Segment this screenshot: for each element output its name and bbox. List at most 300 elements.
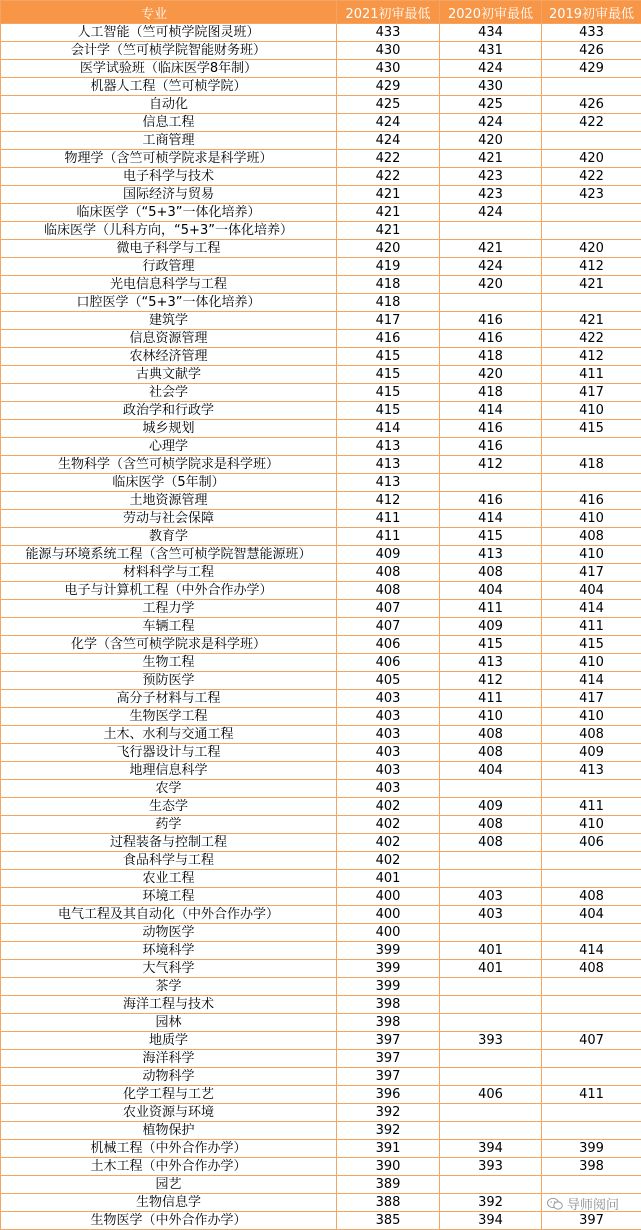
table-row	[1, 258, 641, 276]
cell-2020: 416	[440, 330, 542, 348]
cell-2020	[440, 1176, 542, 1194]
table-row	[1, 672, 641, 690]
cell-2020: 392	[440, 1194, 542, 1212]
cell-2021: 392	[337, 1122, 440, 1140]
cell-2019	[542, 1122, 641, 1140]
cell-major: 自动化	[1, 96, 337, 114]
table-row	[1, 78, 641, 96]
table-row	[1, 654, 641, 672]
cell-2019: 415	[542, 420, 641, 438]
cell-2020	[440, 852, 542, 870]
cell-2021: 406	[337, 654, 440, 672]
cell-2019: 398	[542, 1158, 641, 1176]
cell-2020: 393	[440, 1032, 542, 1050]
cell-2021: 413	[337, 456, 440, 474]
cell-2020: 409	[440, 798, 542, 816]
cell-major: 古典文献学	[1, 366, 337, 384]
cell-major: 农林经济管理	[1, 348, 337, 366]
table-row	[1, 600, 641, 618]
cell-2020: 424	[440, 258, 542, 276]
cell-major: 政治学和行政学	[1, 402, 337, 420]
cell-major: 工程力学	[1, 600, 337, 618]
cell-major: 海洋工程与技术	[1, 996, 337, 1014]
cell-2021: 415	[337, 402, 440, 420]
cell-major: 社会学	[1, 384, 337, 402]
cell-major: 生物医学工程	[1, 708, 337, 726]
cell-major: 生态学	[1, 798, 337, 816]
cell-2021: 424	[337, 114, 440, 132]
cell-2020: 410	[440, 708, 542, 726]
cell-major: 飞行器设计与工程	[1, 744, 337, 762]
cell-2019	[542, 1176, 641, 1194]
cell-2020: 404	[440, 582, 542, 600]
cell-2019: 410	[542, 510, 641, 528]
cell-2021: 403	[337, 780, 440, 798]
cell-major: 机械工程（中外合作办学）	[1, 1140, 337, 1158]
cell-2019: 417	[542, 690, 641, 708]
table-row	[1, 402, 641, 420]
cell-2021: 403	[337, 708, 440, 726]
cell-2021: 414	[337, 420, 440, 438]
cell-major: 口腔医学（“5+3”一体化培养）	[1, 294, 337, 312]
cell-2020: 431	[440, 42, 542, 60]
table-row	[1, 1158, 641, 1176]
table-row	[1, 96, 641, 114]
cell-2021: 402	[337, 798, 440, 816]
cell-major: 信息资源管理	[1, 330, 337, 348]
cell-major: 临床医学（5年制）	[1, 474, 337, 492]
cell-2019: 409	[542, 744, 641, 762]
cell-2021: 419	[337, 258, 440, 276]
table-row	[1, 1086, 641, 1104]
cell-2019: 429	[542, 60, 641, 78]
cell-2020: 413	[440, 546, 542, 564]
cell-2019: 413	[542, 762, 641, 780]
table-row	[1, 1032, 641, 1050]
cell-2021: 398	[337, 996, 440, 1014]
cell-2020: 413	[440, 654, 542, 672]
table-row	[1, 762, 641, 780]
cell-2019: 418	[542, 456, 641, 474]
cell-major: 劳动与社会保障	[1, 510, 337, 528]
cell-2020: 421	[440, 240, 542, 258]
cell-2021: 399	[337, 978, 440, 996]
cell-major: 人工智能（竺可桢学院图灵班）	[1, 24, 337, 42]
cell-major: 农业资源与环境	[1, 1104, 337, 1122]
cell-2019	[542, 474, 641, 492]
cell-2021: 388	[337, 1194, 440, 1212]
table-row	[1, 924, 641, 942]
table-row	[1, 510, 641, 528]
cell-2019: 423	[542, 186, 641, 204]
cell-2021: 409	[337, 546, 440, 564]
cell-2021: 397	[337, 1032, 440, 1050]
cell-major: 土木工程（中外合作办学）	[1, 1158, 337, 1176]
cell-major: 动物医学	[1, 924, 337, 942]
cell-2021: 402	[337, 852, 440, 870]
cell-major: 园艺	[1, 1176, 337, 1194]
cell-2019: 404	[542, 906, 641, 924]
cell-major: 教育学	[1, 528, 337, 546]
table-row	[1, 978, 641, 996]
table-row	[1, 996, 641, 1014]
cell-major: 医学试验班（临床医学8年制）	[1, 60, 337, 78]
cell-major: 建筑学	[1, 312, 337, 330]
cell-2021: 415	[337, 348, 440, 366]
cell-2021: 403	[337, 726, 440, 744]
cell-major: 生物医学（中外合作办学）	[1, 1212, 337, 1230]
table-row	[1, 1140, 641, 1158]
cell-2019	[542, 78, 641, 96]
cell-2021: 418	[337, 276, 440, 294]
cell-2020: 415	[440, 528, 542, 546]
header-2020: 2020初审最低	[440, 1, 542, 24]
cell-2020: 408	[440, 834, 542, 852]
table-row	[1, 150, 641, 168]
cell-2020: 421	[440, 150, 542, 168]
cell-2019: 411	[542, 798, 641, 816]
cell-2021: 421	[337, 186, 440, 204]
table-row	[1, 1104, 641, 1122]
cell-2021: 407	[337, 618, 440, 636]
cell-2021: 397	[337, 1050, 440, 1068]
cell-2021: 413	[337, 438, 440, 456]
cell-2021: 399	[337, 942, 440, 960]
cell-2019: 411	[542, 366, 641, 384]
cell-2021: 396	[337, 1086, 440, 1104]
cell-2019	[542, 1104, 641, 1122]
watermark-text: 导师阅问	[567, 1194, 619, 1213]
cell-2021: 416	[337, 330, 440, 348]
table-row	[1, 366, 641, 384]
table-row	[1, 1176, 641, 1194]
cell-2020: 423	[440, 186, 542, 204]
cell-major: 生物信息学	[1, 1194, 337, 1212]
table-row	[1, 1122, 641, 1140]
cell-2019	[542, 294, 641, 312]
cell-2020: 393	[440, 1158, 542, 1176]
table-row	[1, 852, 641, 870]
header-major: 专业	[1, 1, 337, 24]
cell-2021: 425	[337, 96, 440, 114]
table-row	[1, 618, 641, 636]
cell-2020: 408	[440, 564, 542, 582]
cell-2021: 422	[337, 150, 440, 168]
cell-2019	[542, 852, 641, 870]
cell-2019	[542, 1050, 641, 1068]
cell-2019	[542, 996, 641, 1014]
cell-major: 环境科学	[1, 942, 337, 960]
cell-2021: 399	[337, 960, 440, 978]
table-row	[1, 240, 641, 258]
table-row	[1, 186, 641, 204]
cell-2019: 406	[542, 834, 641, 852]
cell-2020: 394	[440, 1212, 542, 1230]
cell-2021: 418	[337, 294, 440, 312]
cell-2019	[542, 978, 641, 996]
table-body	[1, 24, 641, 1230]
cell-2020: 424	[440, 204, 542, 222]
cell-2021: 403	[337, 762, 440, 780]
cell-2020	[440, 1104, 542, 1122]
table-row	[1, 420, 641, 438]
cell-2021: 391	[337, 1140, 440, 1158]
cell-2019: 421	[542, 276, 641, 294]
cell-2020: 414	[440, 510, 542, 528]
cell-2021: 415	[337, 384, 440, 402]
cell-2020	[440, 222, 542, 240]
watermark	[547, 1194, 619, 1213]
cell-2019: 422	[542, 330, 641, 348]
header-row	[1, 1, 641, 24]
table-row	[1, 888, 641, 906]
cell-2021: 421	[337, 222, 440, 240]
cell-major: 预防医学	[1, 672, 337, 690]
cell-2020	[440, 978, 542, 996]
cell-2019: 410	[542, 402, 641, 420]
cell-2021: 389	[337, 1176, 440, 1194]
cell-2021: 406	[337, 636, 440, 654]
table-row	[1, 1194, 641, 1212]
cell-2020: 411	[440, 600, 542, 618]
table-row	[1, 960, 641, 978]
cell-major: 材料科学与工程	[1, 564, 337, 582]
cell-2021: 403	[337, 690, 440, 708]
cell-2021: 433	[337, 24, 440, 42]
cell-2019: 408	[542, 960, 641, 978]
cell-2020	[440, 474, 542, 492]
cell-2021: 405	[337, 672, 440, 690]
cell-2020: 408	[440, 726, 542, 744]
cell-2019	[542, 870, 641, 888]
cell-2020: 418	[440, 384, 542, 402]
cell-2021: 400	[337, 924, 440, 942]
cell-2020	[440, 996, 542, 1014]
cell-major: 机器人工程（竺可桢学院）	[1, 78, 337, 96]
cell-2019: 414	[542, 942, 641, 960]
cell-2021: 429	[337, 78, 440, 96]
cell-2019: 407	[542, 1032, 641, 1050]
wechat-icon	[547, 1197, 563, 1211]
table-row	[1, 456, 641, 474]
cell-2019: 410	[542, 816, 641, 834]
table-row	[1, 816, 641, 834]
table-row	[1, 708, 641, 726]
cell-2020: 416	[440, 438, 542, 456]
cell-major: 茶学	[1, 978, 337, 996]
cell-major: 化学（含竺可桢学院求是科学班）	[1, 636, 337, 654]
table-row	[1, 168, 641, 186]
cell-2020: 408	[440, 744, 542, 762]
cell-2019	[542, 780, 641, 798]
table-row	[1, 942, 641, 960]
header-2021: 2021初审最低	[337, 1, 440, 24]
table-row	[1, 546, 641, 564]
cell-major: 农学	[1, 780, 337, 798]
cell-2021: 408	[337, 564, 440, 582]
cell-2020: 415	[440, 636, 542, 654]
cell-2020: 420	[440, 276, 542, 294]
cell-2019: 414	[542, 600, 641, 618]
cell-major: 工商管理	[1, 132, 337, 150]
cell-2019: 408	[542, 888, 641, 906]
cell-major: 农业工程	[1, 870, 337, 888]
cell-2020: 411	[440, 690, 542, 708]
cell-2021: 392	[337, 1104, 440, 1122]
cell-major: 园林	[1, 1014, 337, 1032]
table-row	[1, 690, 641, 708]
cell-2019: 426	[542, 96, 641, 114]
cell-2019: 408	[542, 726, 641, 744]
table-row	[1, 276, 641, 294]
cell-2021: 385	[337, 1212, 440, 1230]
table-row	[1, 1014, 641, 1032]
cell-2021: 402	[337, 834, 440, 852]
cell-2019	[542, 1014, 641, 1032]
cell-2019	[542, 132, 641, 150]
cell-2020: 401	[440, 960, 542, 978]
cell-major: 土地资源管理	[1, 492, 337, 510]
cell-2019: 433	[542, 24, 641, 42]
cell-major: 地理信息科学	[1, 762, 337, 780]
table-row	[1, 726, 641, 744]
cell-major: 大气科学	[1, 960, 337, 978]
cell-2021: 407	[337, 600, 440, 618]
cell-2020: 425	[440, 96, 542, 114]
cell-2019: 417	[542, 384, 641, 402]
table-row	[1, 780, 641, 798]
cell-major: 过程装备与控制工程	[1, 834, 337, 852]
cell-2019	[542, 1068, 641, 1086]
cell-major: 生物科学（含竺可桢学院求是科学班）	[1, 456, 337, 474]
cell-major: 车辆工程	[1, 618, 337, 636]
cell-2019	[542, 924, 641, 942]
cell-major: 电子与计算机工程（中外合作办学）	[1, 582, 337, 600]
cell-major: 环境工程	[1, 888, 337, 906]
table-row	[1, 204, 641, 222]
cell-2021: 408	[337, 582, 440, 600]
cell-2021: 422	[337, 168, 440, 186]
cell-major: 药学	[1, 816, 337, 834]
cell-2019: 397	[542, 1212, 641, 1230]
cell-major: 国际经济与贸易	[1, 186, 337, 204]
cell-2019: 412	[542, 258, 641, 276]
cell-2020: 404	[440, 762, 542, 780]
cell-2021: 411	[337, 510, 440, 528]
cell-2019: 399	[542, 1140, 641, 1158]
cell-2019: 411	[542, 1086, 641, 1104]
cell-major: 微电子科学与工程	[1, 240, 337, 258]
cell-2020: 423	[440, 168, 542, 186]
cell-major: 城乡规划	[1, 420, 337, 438]
table-row	[1, 1068, 641, 1086]
cell-2019: 416	[542, 492, 641, 510]
table-row	[1, 744, 641, 762]
table-row	[1, 798, 641, 816]
cell-2021: 430	[337, 60, 440, 78]
table-row	[1, 24, 641, 42]
cell-2020: 412	[440, 672, 542, 690]
cell-2021: 412	[337, 492, 440, 510]
table-row	[1, 564, 641, 582]
cell-2019: 422	[542, 168, 641, 186]
table-row	[1, 1050, 641, 1068]
cell-major: 化学工程与工艺	[1, 1086, 337, 1104]
cell-2019: 412	[542, 348, 641, 366]
cell-2019: 421	[542, 312, 641, 330]
cell-major: 临床医学（“5+3”一体化培养）	[1, 204, 337, 222]
table-row	[1, 636, 641, 654]
cell-2020: 403	[440, 888, 542, 906]
cell-2021: 402	[337, 816, 440, 834]
cell-2019	[542, 204, 641, 222]
table-row	[1, 1212, 641, 1230]
cell-2021: 398	[337, 1014, 440, 1032]
cell-2019: 417	[542, 564, 641, 582]
cell-major: 行政管理	[1, 258, 337, 276]
cell-major: 光电信息科学与工程	[1, 276, 337, 294]
cell-2019: 410	[542, 546, 641, 564]
cell-major: 心理学	[1, 438, 337, 456]
cell-2020	[440, 924, 542, 942]
cell-2021: 403	[337, 744, 440, 762]
cell-2020: 412	[440, 456, 542, 474]
table-row	[1, 870, 641, 888]
cell-2020	[440, 294, 542, 312]
table-row	[1, 312, 641, 330]
cell-major: 电子科学与技术	[1, 168, 337, 186]
table-row	[1, 906, 641, 924]
cell-major: 地质学	[1, 1032, 337, 1050]
cell-2019: 415	[542, 636, 641, 654]
cell-major: 电气工程及其自动化（中外合作办学）	[1, 906, 337, 924]
cell-2020: 418	[440, 348, 542, 366]
cell-2021: 424	[337, 132, 440, 150]
table-row	[1, 60, 641, 78]
table-row	[1, 834, 641, 852]
cell-2021: 390	[337, 1158, 440, 1176]
cell-major: 物理学（含竺可桢学院求是科学班）	[1, 150, 337, 168]
cell-2019: 426	[542, 42, 641, 60]
cell-2019: 422	[542, 114, 641, 132]
cell-2020: 408	[440, 816, 542, 834]
cell-2020	[440, 870, 542, 888]
cell-major: 生物工程	[1, 654, 337, 672]
table-row	[1, 474, 641, 492]
cell-2019: 411	[542, 618, 641, 636]
table-row	[1, 582, 641, 600]
cell-2020: 420	[440, 366, 542, 384]
cell-2021: 415	[337, 366, 440, 384]
cell-2020: 434	[440, 24, 542, 42]
cell-2020: 409	[440, 618, 542, 636]
cell-2020	[440, 780, 542, 798]
table-row	[1, 384, 641, 402]
cell-2020: 424	[440, 114, 542, 132]
cell-2019: 408	[542, 528, 641, 546]
cell-2020: 416	[440, 312, 542, 330]
table-row	[1, 132, 641, 150]
cell-2020: 424	[440, 60, 542, 78]
cell-2020: 403	[440, 906, 542, 924]
cell-2020: 416	[440, 492, 542, 510]
cell-major: 能源与环境系统工程（含竺可桢学院智慧能源班）	[1, 546, 337, 564]
cell-2019: 404	[542, 582, 641, 600]
cell-2020: 394	[440, 1140, 542, 1158]
cell-2019	[542, 438, 641, 456]
table-row	[1, 492, 641, 510]
cell-major: 海洋科学	[1, 1050, 337, 1068]
